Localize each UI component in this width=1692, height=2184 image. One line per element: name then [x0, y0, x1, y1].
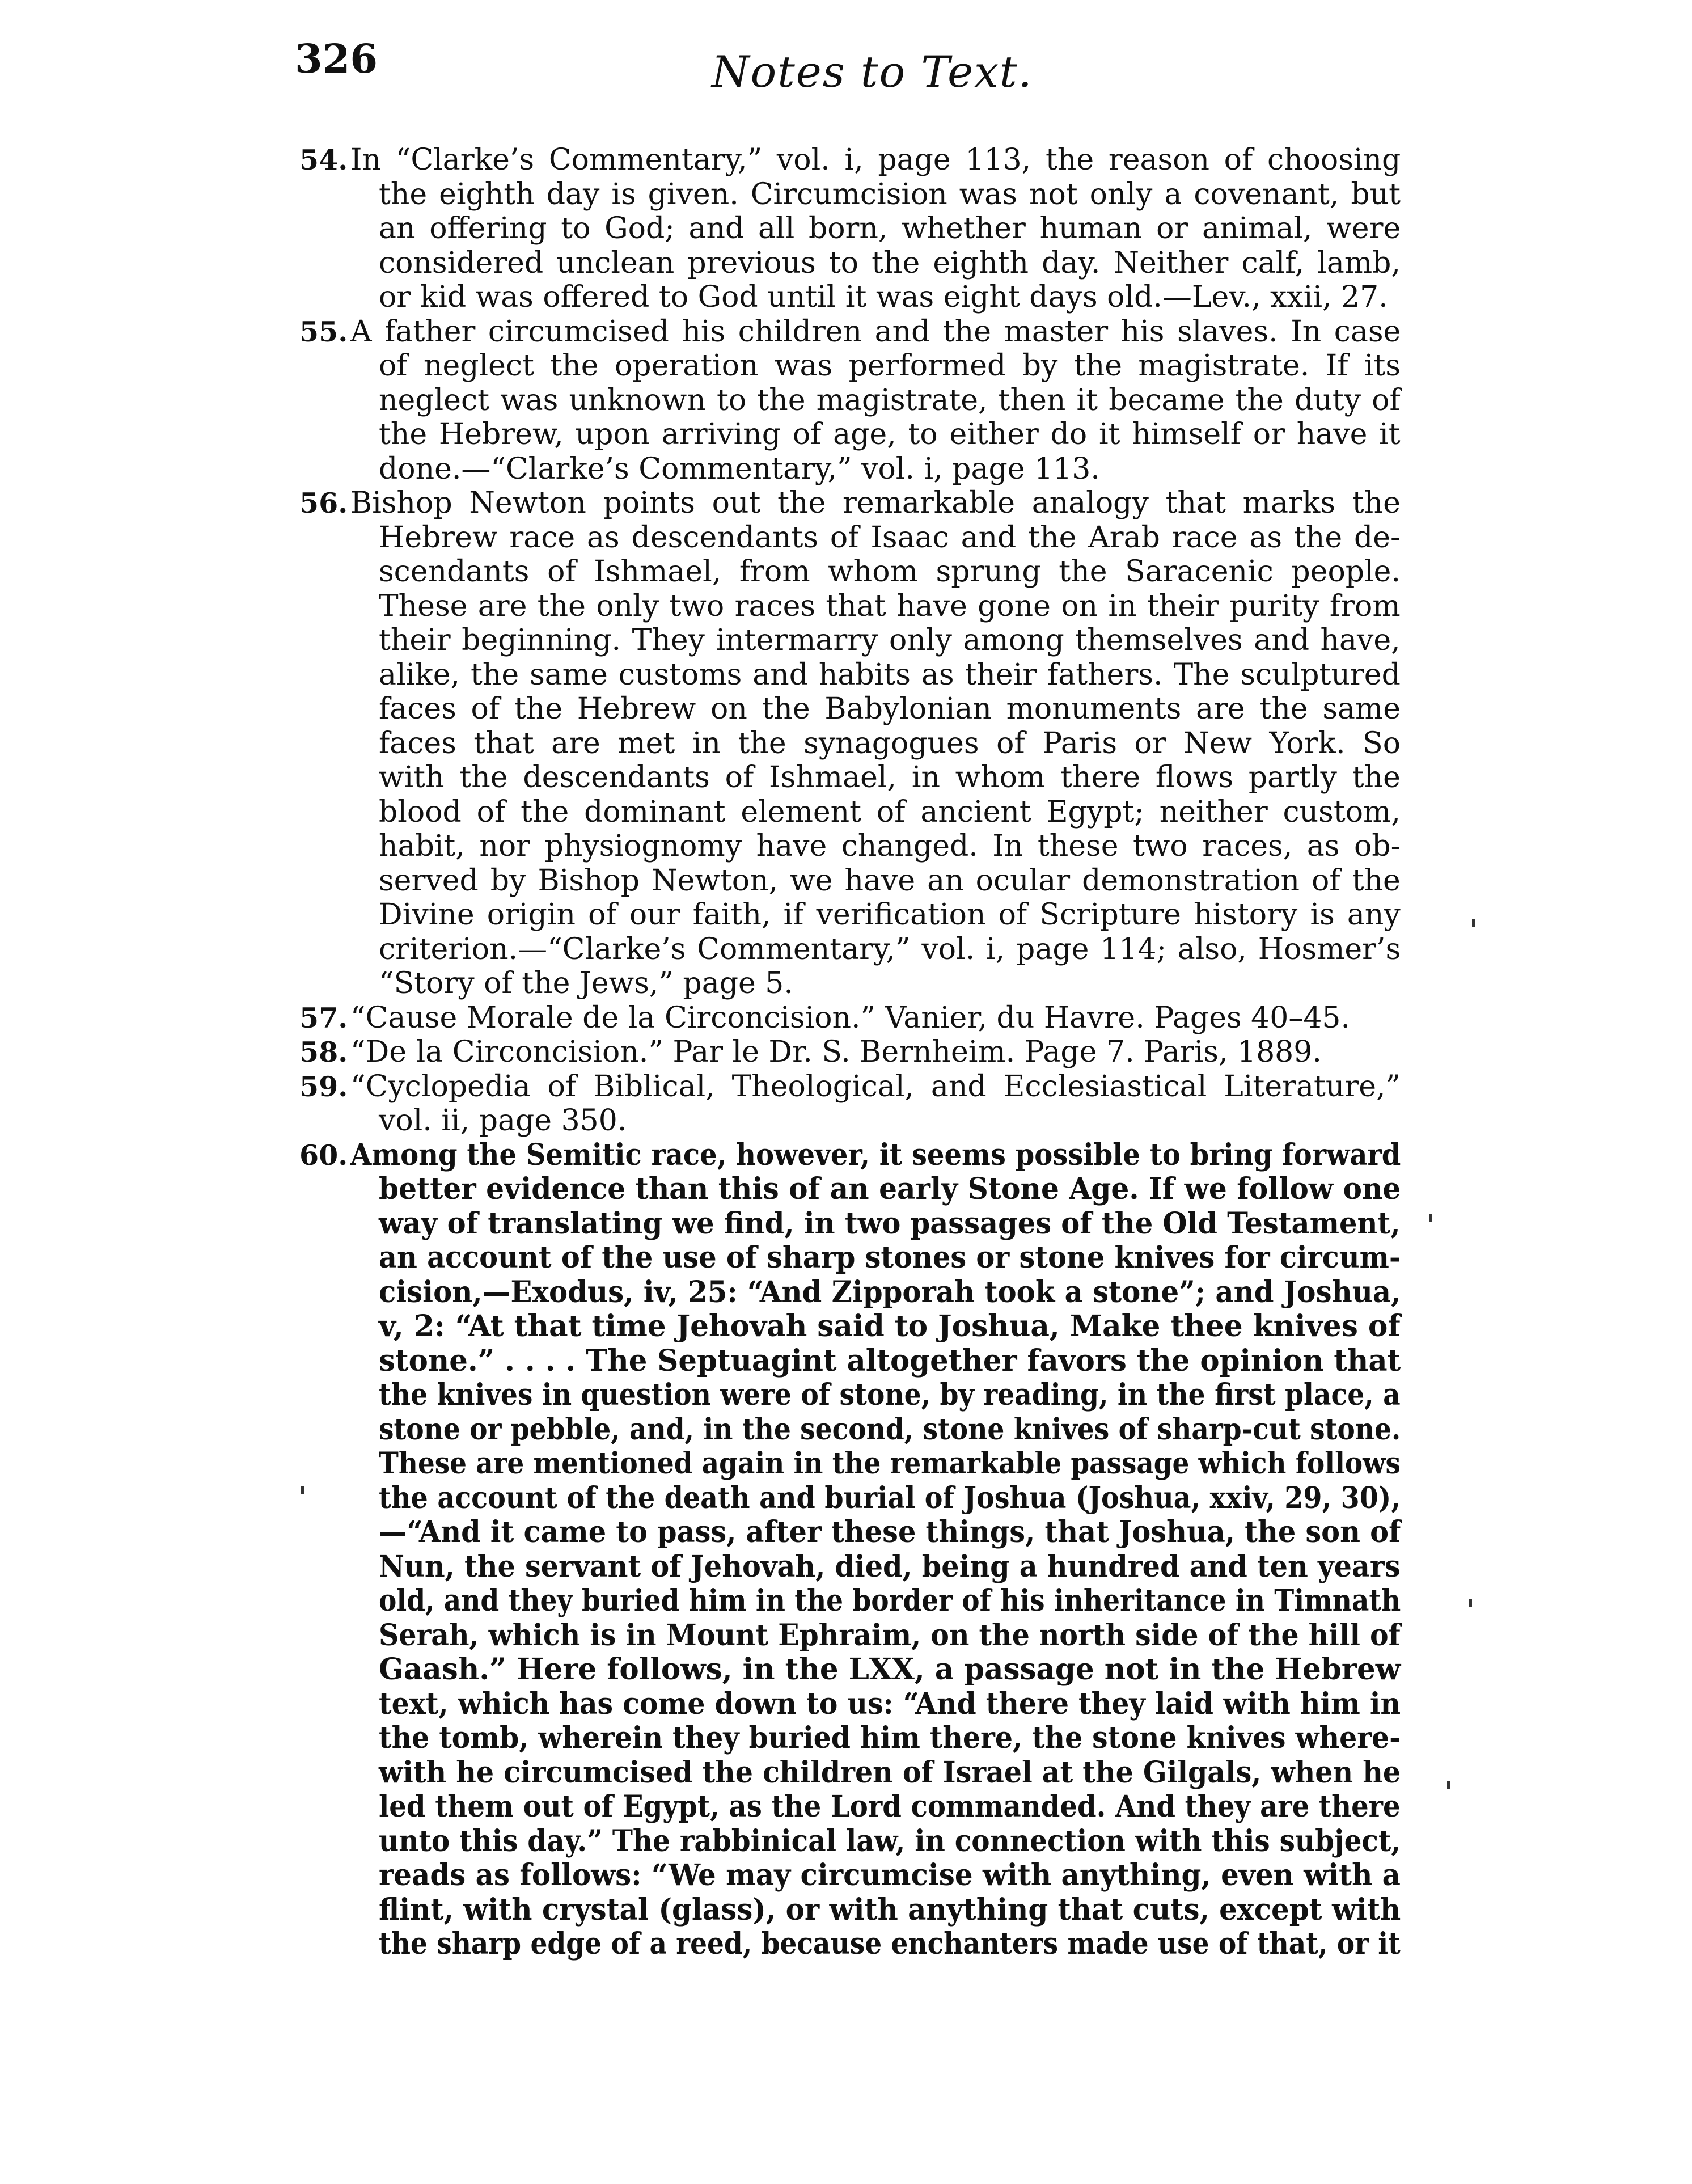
note-first-line: “Cyclopedia of Biblical, Theological, and Ecclesiastical Literature,” [350, 1069, 1401, 1104]
note-continuation-line: an offering to God; and all born, whether human or animal, were [379, 212, 1401, 246]
note-continuation-line: alike, the same customs and habits as their fathers. The sculptured [379, 657, 1401, 692]
note-continuation-line: stone.” . . . . The Septuagint altogether favors the opinion that [379, 1343, 1401, 1378]
note-continuation-line: way of translating we find, in two passages of the Old Testament, [379, 1206, 1401, 1241]
note-continuation-line: Divine origin of our faith, if verification of Scripture history is any [379, 898, 1401, 932]
scan-speck [1429, 1214, 1432, 1222]
note-continuation-line: criterion.—“Clarke’s Commentary,” vol. i, page 114; also, Hosmer’s [379, 932, 1401, 966]
note-first-line: A father circumcised his children and the master his slaves. In case [350, 314, 1401, 349]
note-continuation-line: —“And it came to pass, after these things, that Joshua, the son of [379, 1515, 1401, 1549]
note-number: 60. [299, 1138, 348, 1172]
note-continuation-line: or kid was offered to God until it was eight days old.—Lev., xxii, 27. [379, 280, 1388, 314]
note-continuation-line: Gaash.” Here follows, in the LXX, a passage not in the Hebrew [379, 1652, 1401, 1687]
note-number: 57. [299, 1001, 348, 1034]
note-number: 56. [299, 487, 348, 519]
note-continuation-line: blood of the dominant element of ancient Egypt; neither custom, [379, 795, 1401, 829]
note-continuation-line: These are mentioned again in the remarkable passage which follows [379, 1446, 1401, 1481]
note-continuation-line: faces that are met in the synagogues of Paris or New York. So [379, 726, 1401, 761]
note-continuation-line: text, which has come down to us: “And there they laid with him in [379, 1686, 1401, 1721]
note-continuation-line: old, and they buried him in the border of his inheritance in Timnath [379, 1583, 1401, 1618]
scan-speck [1469, 1599, 1472, 1607]
note-continuation-line: the account of the death and burial of Joshua (Joshua, xxiv, 29, 30), [379, 1480, 1401, 1515]
note-number: 59. [299, 1070, 348, 1103]
note-continuation-line: the tomb, wherein they buried him there, the stone knives where- [379, 1721, 1401, 1755]
note-number: 58. [299, 1036, 348, 1068]
note-continuation-line: the Hebrew, upon arriving of age, to either do it himself or have it [379, 417, 1401, 451]
note-first-line: “Cause Morale de la Circoncision.” Vanier, du Havre. Pages 40–45. [350, 1000, 1351, 1035]
note-continuation-line: scendants of Ishmael, from whom sprung the Saracenic people. [379, 555, 1401, 589]
note-continuation-line: their beginning. They intermarry only among themselves and have, [379, 623, 1401, 657]
note-first-line: “De la Circoncision.” Par le Dr. S. Bernheim. Page 7. Paris, 1889. [350, 1035, 1322, 1069]
note-continuation-line: served by Bishop Newton, we have an ocular demonstration of the [379, 863, 1401, 898]
note-continuation-line: stone or pebble, and, in the second, stone knives of sharp-cut stone. [379, 1412, 1401, 1447]
page-number: 326 [295, 35, 378, 82]
note-continuation-line: vol. ii, page 350. [379, 1104, 627, 1138]
note-continuation-line: flint, with crystal (glass), or with anything that cuts, except with [379, 1892, 1401, 1927]
note-continuation-line: Serah, which is in Mount Ephraim, on the north side of the hill of [379, 1617, 1401, 1653]
note-continuation-line: v, 2: “At that time Jehovah said to Joshua, Make thee knives of [379, 1309, 1401, 1344]
note-continuation-line: an account of the use of sharp stones or stone knives for circum- [379, 1240, 1401, 1275]
note-continuation-line: These are the only two races that have gone on in their purity from [379, 589, 1401, 623]
note-first-line: In “Clarke’s Commentary,” vol. i, page 113, the reason of choosing [350, 143, 1401, 177]
note-first-line: Bishop Newton points out the remarkable analogy that marks the [350, 486, 1401, 520]
scan-speck [1447, 1781, 1450, 1789]
note-continuation-line: cision,—Exodus, iv, 25: “And Zipporah took a stone”; and Joshua, [379, 1274, 1401, 1309]
note-continuation-line: the sharp edge of a reed, because enchanters made use of that, or it [379, 1927, 1401, 1961]
note-continuation-line: done.—“Clarke’s Commentary,” vol. i, page 113. [379, 451, 1100, 486]
note-continuation-line: led them out of Egypt, as the Lord commanded. And they are there [379, 1789, 1401, 1824]
note-continuation-line: better evidence than this of an early Stone Age. If we follow one [379, 1172, 1401, 1206]
note-continuation-line: neglect was unknown to the magistrate, then it became the duty of [379, 383, 1401, 417]
note-continuation-line: Nun, the servant of Jehovah, died, being a hundred and ten years [379, 1549, 1401, 1584]
scan-speck [1472, 919, 1475, 927]
note-number: 55. [299, 315, 348, 348]
note-continuation-line: Hebrew race as descendants of Isaac and the Arab race as the de- [379, 520, 1401, 555]
running-title: Notes to Text. [712, 47, 1033, 97]
note-first-line: Among the Semitic race, however, it seems possible to bring forward [350, 1137, 1401, 1172]
note-continuation-line: considered unclean previous to the eighth day. Neither calf, lamb, [379, 246, 1401, 280]
note-continuation-line: faces of the Hebrew on the Babylonian monuments are the same [379, 692, 1401, 726]
note-continuation-line: unto this day.” The rabbinical law, in connection with this subject, [379, 1823, 1401, 1858]
note-continuation-line: reads as follows: “We may circumcise with anything, even with a [379, 1858, 1401, 1892]
scan-speck [301, 1486, 304, 1494]
note-continuation-line: habit, nor physiognomy have changed. In these two races, as ob- [379, 829, 1401, 863]
note-continuation-line: the eighth day is given. Circumcision was not only a covenant, but [379, 177, 1401, 212]
note-continuation-line: the knives in question were of stone, by reading, in the first place, a [379, 1378, 1401, 1412]
note-continuation-line: with the descendants of Ishmael, in whom there flows partly the [379, 761, 1401, 795]
note-continuation-line: of neglect the operation was performed by the magistrate. If its [379, 349, 1401, 383]
note-continuation-line: with he circumcised the children of Israel at the Gilgals, when he [379, 1755, 1401, 1790]
note-number: 54. [299, 143, 348, 176]
note-continuation-line: “Story of the Jews,” page 5. [379, 966, 793, 1000]
